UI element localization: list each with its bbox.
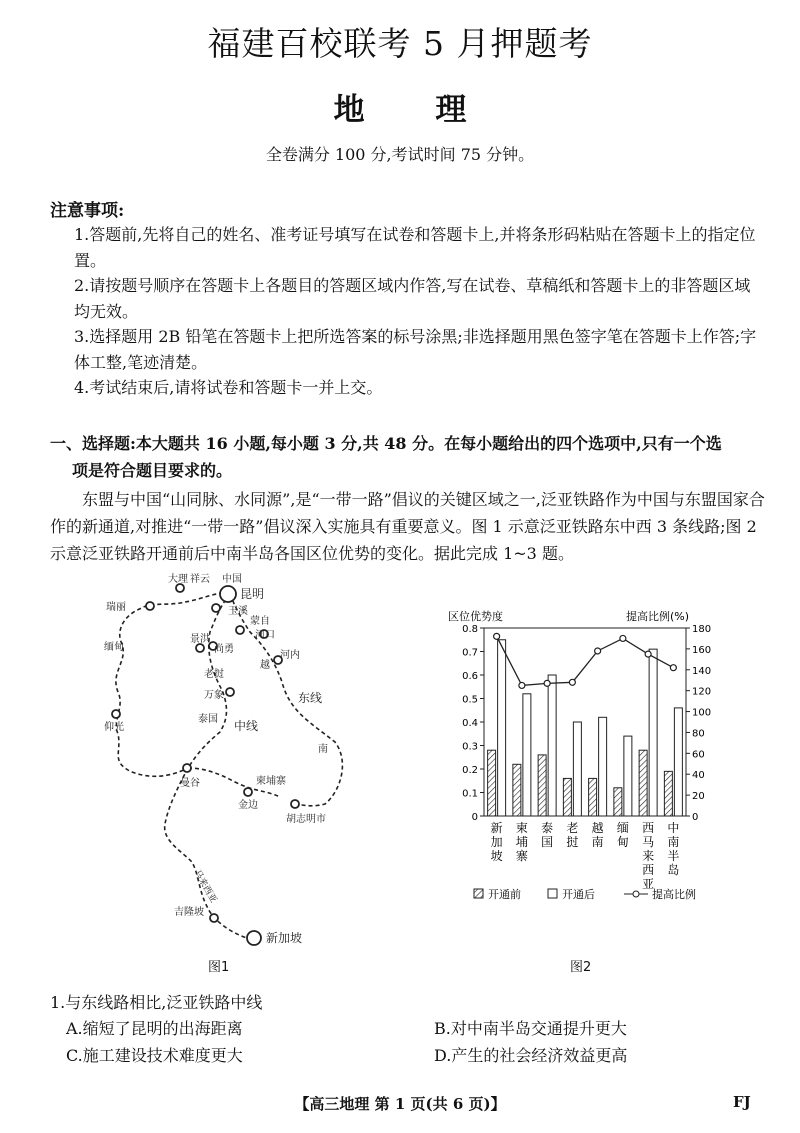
category-label: 老 xyxy=(566,821,579,835)
ratio-point xyxy=(620,635,626,641)
right-tick-label: 60 xyxy=(692,749,705,761)
map-label: 蒙自 xyxy=(250,616,270,627)
notice-list xyxy=(74,222,764,401)
category-label: 新 xyxy=(490,821,503,835)
map-label: 尚勇 xyxy=(214,644,234,655)
bar-after xyxy=(548,675,556,816)
city-marker xyxy=(236,626,244,634)
bar-before xyxy=(538,755,546,816)
right-tick-label: 120 xyxy=(692,686,712,698)
ratio-line xyxy=(497,636,674,685)
right-tick-label: 180 xyxy=(692,624,712,635)
map-label: 金边 xyxy=(238,800,258,811)
map-label: 新加坡 xyxy=(266,931,303,945)
category-label: 越 xyxy=(591,821,604,835)
city-marker xyxy=(176,584,184,592)
legend-label: 提高比例 xyxy=(652,888,696,901)
bar-after xyxy=(599,717,607,816)
category-label: 埔 xyxy=(515,835,528,849)
map-label: 缅甸 xyxy=(104,642,124,653)
category-label: 来 xyxy=(642,849,655,863)
figure2-caption: 图2 xyxy=(570,960,592,975)
location-advantage-chart xyxy=(438,606,738,911)
legend-label: 开通后 xyxy=(562,888,595,901)
right-tick-label: 0 xyxy=(692,812,699,823)
city-marker xyxy=(112,710,120,718)
right-tick-label: 80 xyxy=(692,728,705,740)
left-tick-label: 0 xyxy=(471,812,478,823)
category-label: 岛 xyxy=(667,863,680,877)
bar-after xyxy=(649,649,657,816)
left-tick-label: 0.7 xyxy=(462,647,478,659)
left-tick-label: 0.3 xyxy=(462,741,478,753)
category-label: 柬 xyxy=(515,821,528,835)
bar-after xyxy=(674,708,682,816)
bar-before xyxy=(488,750,496,816)
city-marker xyxy=(183,764,191,772)
bar-before xyxy=(639,750,647,816)
category-label: 马 xyxy=(642,835,655,849)
map-label: 万象 xyxy=(204,690,224,701)
map-label: 祥云 xyxy=(190,574,210,585)
option-a: A.缩短了昆明的出海距离 xyxy=(66,1019,243,1038)
notice-item: 2.请按题号顺序在答题卡上各题目的答题区域内作答,写在试卷、草稿纸和答题卡上的非答题区域均无效。 xyxy=(74,276,751,321)
bar-after xyxy=(624,736,632,816)
category-label: 甸 xyxy=(616,835,629,849)
map-label: 南 xyxy=(318,744,328,755)
west-line xyxy=(116,593,230,776)
city-marker xyxy=(244,788,252,796)
exam-info: 全卷满分 100 分,考试时间 75 分钟。 xyxy=(265,145,535,164)
section-heading-line2: 项是符合题目要求的。 xyxy=(72,461,233,480)
ratio-point xyxy=(519,682,525,688)
map-label: 中线 xyxy=(234,719,259,733)
left-tick-label: 0.5 xyxy=(462,694,478,706)
exam-title: 福建百校联考 5 月押题考 xyxy=(207,24,593,63)
section-heading-line1: 一、选择题:本大题共 16 小题,每小题 3 分,共 48 分。在每小题给出的四个选项中,只有一个选 xyxy=(50,434,722,453)
option-d: D.产生的社会经济效益更高 xyxy=(434,1046,628,1065)
ratio-point xyxy=(595,648,601,654)
map-label: 仰光 xyxy=(104,722,124,733)
category-label: 泰 xyxy=(541,821,554,835)
category-label: 南 xyxy=(667,835,680,849)
category-label: 亚 xyxy=(642,877,655,891)
bar-before xyxy=(589,778,597,816)
city-marker xyxy=(247,931,261,945)
city-marker xyxy=(220,586,236,602)
map-label: 河内 xyxy=(280,650,300,661)
subject-title: 地 理 xyxy=(333,92,467,128)
category-label: 中 xyxy=(667,821,680,835)
section-heading xyxy=(50,430,766,484)
map-label: 马来西亚 xyxy=(191,868,219,905)
city-marker xyxy=(226,688,234,696)
category-label: 寨 xyxy=(515,849,528,863)
right-tick-label: 140 xyxy=(692,665,712,677)
ratio-point xyxy=(494,633,500,639)
footer-code: FJ xyxy=(733,1093,751,1111)
bar-after xyxy=(498,640,506,816)
map-label: 柬埔寨 xyxy=(256,776,286,787)
notice-item: 4.考试结束后,请将试卷和答题卡一并上交。 xyxy=(74,378,383,397)
map-label: 瑞丽 xyxy=(106,602,126,613)
city-marker xyxy=(291,800,299,808)
notice-item: 3.选择题用 2B 铅笔在答题卡上把所选答案的标号涂黑;非选择题用黑色签字笔在答题卡上作答;字体工整,笔迹清楚。 xyxy=(74,327,757,372)
option-b: B.对中南半岛交通提升更大 xyxy=(434,1019,627,1038)
city-marker xyxy=(196,644,204,652)
map-label: 老挝 xyxy=(204,669,224,680)
option-c: C.施工建设技术难度更大 xyxy=(66,1046,243,1065)
east-line xyxy=(230,594,342,806)
category-label: 挝 xyxy=(566,835,579,849)
question-stem: 1.与东线路相比,泛亚铁路中线 xyxy=(50,993,263,1012)
right-tick-label: 20 xyxy=(692,791,705,803)
right-tick-label: 100 xyxy=(692,707,712,719)
map-label: 玉溪 xyxy=(228,606,248,617)
left-tick-label: 0.8 xyxy=(462,624,478,635)
right-tick-label: 160 xyxy=(692,644,712,656)
ratio-point xyxy=(670,665,676,671)
ratio-point xyxy=(569,679,575,685)
left-axis-title: 区位优势度 xyxy=(448,610,503,623)
map-label: 景洪 xyxy=(190,634,210,645)
bar-before xyxy=(614,788,622,816)
bar-before xyxy=(513,764,521,816)
legend-label: 开通前 xyxy=(488,888,521,901)
map-label: 吉隆坡 xyxy=(174,907,204,918)
route-map xyxy=(70,572,370,957)
legend-swatch-before xyxy=(474,889,483,898)
map-label: 中国 xyxy=(222,574,242,585)
bar-after xyxy=(573,722,581,816)
left-tick-label: 0.4 xyxy=(462,718,478,729)
right-tick-label: 40 xyxy=(692,770,705,782)
left-tick-label: 0.2 xyxy=(462,765,478,776)
category-label: 南 xyxy=(591,835,604,849)
right-axis-title: 提高比例(%) xyxy=(626,610,690,623)
map-label: 昆明 xyxy=(240,587,265,601)
map-label: 泰国 xyxy=(198,714,218,725)
map-label: 曼谷 xyxy=(180,778,200,789)
page-footer: 【高三地理 第 1 页(共 6 页)】 xyxy=(294,1095,506,1113)
legend-marker xyxy=(633,891,639,897)
category-label: 缅 xyxy=(616,821,629,835)
figure1-caption: 图1 xyxy=(208,960,230,975)
category-label: 西 xyxy=(642,821,655,835)
bar-before xyxy=(664,771,672,816)
map-label: 越 xyxy=(260,660,270,671)
bar-before xyxy=(563,778,571,816)
legend-swatch-after xyxy=(548,889,557,898)
bar-after xyxy=(523,694,531,816)
category-label: 国 xyxy=(541,835,554,849)
ratio-point xyxy=(645,651,651,657)
middle-line xyxy=(188,594,230,768)
category-label: 坡 xyxy=(490,849,503,863)
category-label: 加 xyxy=(490,835,503,849)
map-label: 大理 xyxy=(168,574,188,585)
city-marker xyxy=(146,602,154,610)
left-tick-label: 0.6 xyxy=(462,671,478,682)
city-marker xyxy=(210,914,218,922)
notice-heading: 注意事项: xyxy=(50,201,125,221)
left-tick-label: 0.1 xyxy=(462,788,478,800)
ratio-point xyxy=(544,680,550,686)
map-label: 胡志明市 xyxy=(286,814,326,825)
city-marker xyxy=(212,604,220,612)
category-label: 西 xyxy=(642,863,655,877)
category-label: 半 xyxy=(667,849,680,863)
map-label: 河口 xyxy=(255,630,275,641)
notice-item: 1.答题前,先将自己的姓名、准考证号填写在试卷和答题卡上,并将条形码粘贴在答题卡上的指定位置。 xyxy=(74,225,756,270)
map-label: 东线 xyxy=(298,691,323,705)
passage: 东盟与中国“山同脉、水同源”,是“一带一路”倡议的关键区域之一,泛亚铁路作为中国与东盟国家合作的新通道,对推进“一带一路”倡议深入实施具有重要意义。图 1 示意泛亚铁路东中西 3 条线路;图 2 示意泛亚铁路开通前后中南半岛各国区位优势的变化。据此完成 1~3 题。 xyxy=(50,490,765,563)
